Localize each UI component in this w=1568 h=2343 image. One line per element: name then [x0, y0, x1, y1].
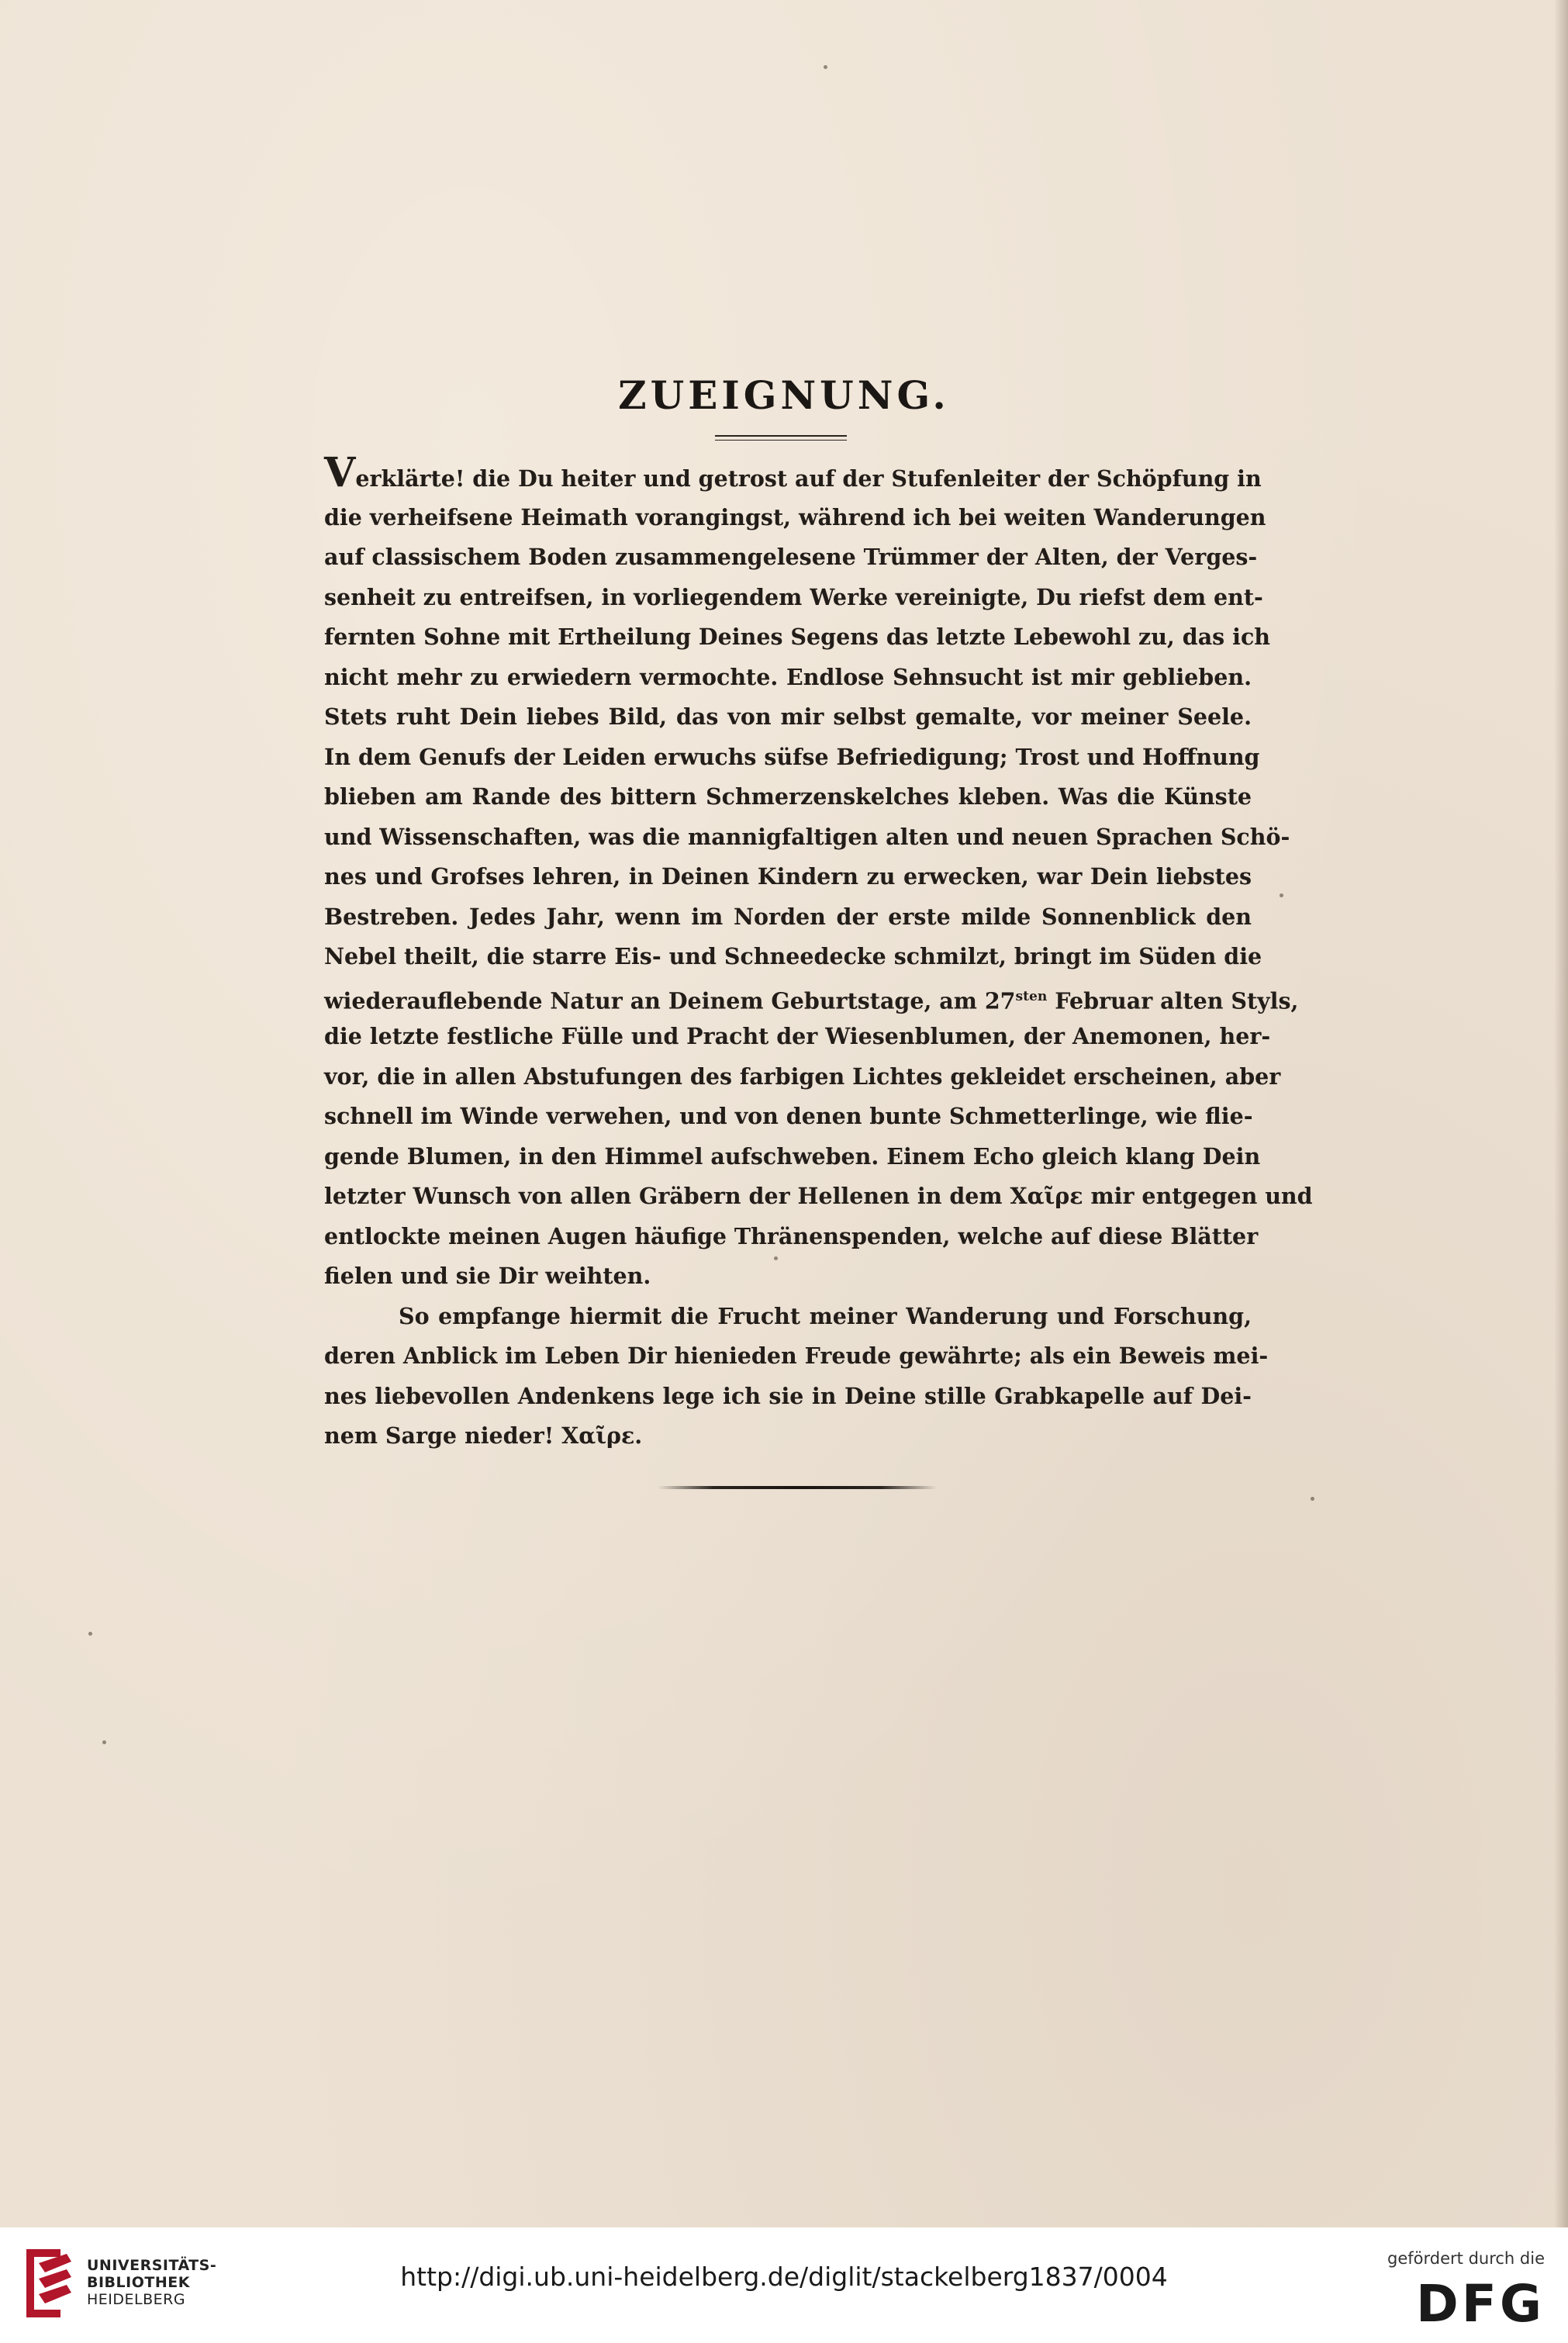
dedication-text [324, 449, 1313, 1457]
text-line: Stets ruht Dein liebes Bild, das von mir selbst gemalte, vor meiner Seele. [324, 703, 1252, 730]
paper-speck [824, 65, 827, 69]
text-line: fernten Sohne mit Ertheilung Deines Segens das letzte Lebewohl zu, das ich [324, 624, 1271, 650]
text-line: und Wissenschaften, was die mannigfaltigen alten und neuen Sprachen Schö- [324, 823, 1290, 850]
text-line: letzter Wunsch von allen Gräbern der Hellenen in dem Χαῖρε mir entgegen und [324, 1183, 1313, 1209]
text-line: So empfange hiermit die Frucht meiner Wanderung und Forschung, [399, 1302, 1252, 1329]
library-name-line-3: HEIDELBERG [87, 2291, 186, 2308]
dfg-logo: DFG [1415, 2274, 1545, 2334]
paragraph-1 [324, 449, 1313, 1297]
paper-speck [1280, 893, 1283, 897]
text-line: Bestreben. Jedes Jahr, wenn im Norden der erste milde Sonnenblick den [324, 903, 1252, 930]
text-line: wiederauflebende Natur an Deinem Geburtstage, am $27^{sten}$ Februar alten Styls, [324, 987, 1299, 1014]
text-line: die letzte festliche Fülle und Pracht der Wiesenblumen, der Anemonen, her- [324, 1023, 1271, 1049]
text-line: entlockte meinen Augen häufige Thränenspenden, welche auf diese Blätter [324, 1222, 1259, 1249]
text-line: nicht mehr zu erwiedern vermochte. Endlose Sehnsucht ist mir geblieben. [324, 663, 1252, 690]
text-line: die verheifsene Heimath vorangingst, während ich bei weiten Wanderungen [324, 503, 1266, 530]
library-name-line-2: BIBLIOTHEK [87, 2274, 190, 2291]
page-edge-shadow [1554, 0, 1568, 2227]
text-line: In dem Genufs der Leiden erwuchs süfse Befriedigung; Trost und Hoffnung [324, 743, 1260, 770]
text-line: Verklärte! die Du heiter und getrost auf der Stufenleiter der Schöpfung in [324, 449, 1262, 496]
text-line: vor, die in allen Abstufungen des farbigen Lichtes gekleidet erscheinen, aber [324, 1063, 1281, 1090]
library-name-line-1: UNIVERSITÄTS- [87, 2257, 217, 2274]
text-line: nes und Grofses lehren, in Deinen Kindern zu erwecken, war Dein liebstes [324, 863, 1252, 890]
text-line: nem Sarge nieder! Χαῖρε. [324, 1422, 643, 1449]
end-ornament-rule [658, 1486, 937, 1489]
text-line: nes liebevollen Andenkens lege ich sie in Deine stille Grabkapelle auf Dei- [324, 1382, 1252, 1409]
text-line: deren Anblick im Leben Dir hienieden Freude gewährte; als ein Beweis mei- [324, 1343, 1269, 1369]
text-line: fielen und sie Dir weihten. [324, 1263, 651, 1289]
paragraph-2 [324, 1297, 1269, 1457]
paper-speck [1311, 1497, 1314, 1501]
title-rule [715, 435, 847, 441]
digitization-footer [0, 2227, 1568, 2343]
paper-speck [88, 1632, 92, 1636]
text-line: auf classischem Boden zusammengelesene Trümmer der Alten, der Verges- [324, 544, 1258, 570]
text-line: senheit zu entreifsen, in vorliegendem Werke vereinigte, Du riefst dem ent- [324, 583, 1263, 610]
text-line: gende Blumen, in den Himmel aufschweben. Einem Echo gleich klang Dein [324, 1142, 1261, 1170]
page-title: ZUEIGNUNG. [618, 372, 950, 418]
funding-caption: gefördert durch die [1387, 2249, 1545, 2268]
source-url-link[interactable]: http://digi.ub.uni-heidelberg.de/diglit/stackelberg1837/0004 [400, 2262, 1168, 2292]
paper-speck [774, 1256, 778, 1260]
ordinal-suffix: sten [1015, 988, 1048, 1004]
paper-speck [102, 1740, 106, 1744]
text-line: Nebel theilt, die starre Eis- und Schneedecke schmilzt, bringt im Süden die [324, 943, 1262, 969]
text-line: schnell im Winde verwehen, und von denen bunte Schmetterlinge, wie flie- [324, 1103, 1253, 1129]
text-line: blieben am Rande des bittern Schmerzenskelches kleben. Was die Künste [324, 783, 1252, 810]
drop-cap: V [324, 449, 356, 496]
